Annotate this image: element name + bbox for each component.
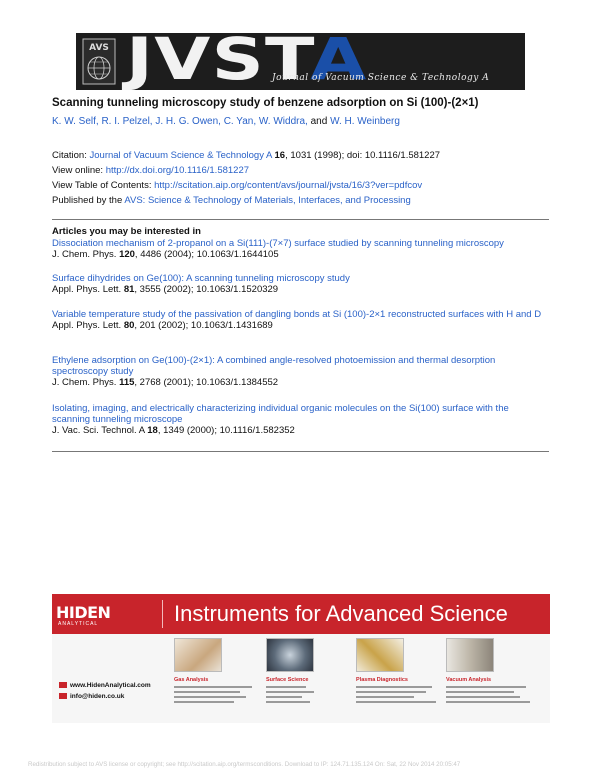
ad-text-line [174,696,246,698]
ad-divider [162,600,163,628]
related-article-citation [52,425,549,436]
related-article-journal: J. Chem. Phys. [52,377,120,388]
related-article [52,403,549,436]
avs-globe-icon [82,38,116,85]
related-article-title-link[interactable]: Dissociation mechanism of 2-propanol on a Si(111)-(7×7) surface studied by scanning tunneling microscopy [52,238,504,249]
ad-header [52,594,550,634]
related-article-rest: , 1349 (2000); 10.1116/1.582352 [157,425,295,436]
ad-text-line [174,686,252,688]
related-articles-heading: Articles you may be interested in [52,226,201,237]
related-article-volume: 120 [119,249,135,260]
toc-label: View Table of Contents: [52,180,155,191]
ad-text-line [356,686,432,688]
related-article-citation [52,377,549,388]
article-title: Scanning tunneling microscopy study of benzene adsorption on Si (100)-(2×1) [52,97,479,109]
author-list [52,116,400,127]
toc-link[interactable]: http://scitation.aip.org/content/avs/journal/jvsta/16/3?ver=pdfcov [154,180,423,191]
ad-email-contact[interactable] [59,693,124,700]
journal-banner [76,33,525,90]
related-article-citation [52,284,549,295]
divider-top [52,219,549,220]
ad-column-title: Vacuum Analysis [446,677,492,683]
published-line [52,195,411,206]
ad-text-line [174,701,234,703]
ad-product-image [356,638,404,672]
ad-text-line [174,691,240,693]
ad-product-image [174,638,222,672]
avs-badge-text: AVS [89,43,109,53]
related-article-volume: 115 [119,377,135,388]
ad-web-text: www.HidenAnalytical.com [70,682,151,689]
globe-icon [59,682,67,688]
ad-text-line [266,696,302,698]
related-article-volume: 81 [123,284,135,295]
doi-link[interactable]: http://dx.doi.org/10.1116/1.581227 [105,165,250,176]
ad-text-line [266,691,314,693]
related-article [52,238,549,260]
journal-logo-main: JVST [126,33,311,90]
ad-web-contact[interactable] [59,682,151,689]
related-article-journal: J. Chem. Phys. [52,249,120,260]
redistribution-footer: Redistribution subject to AVS license or copyright; see http://scitation.aip.org/termsconditions. Download to IP: 124.71.135.124 On: Sat, 22 Nov 2014 20:05:47 [28,761,461,768]
email-icon [59,693,67,699]
ad-headline: Instruments for Advanced Science [174,601,508,626]
authors-links[interactable]: K. W. Self, R. I. Pelzel, J. H. G. Owen, C. Yan, W. Widdra, [52,116,308,127]
ad-text-line [266,701,310,703]
related-article-title-link[interactable]: Surface dihydrides on Ge(100): A scanning tunneling microscopy study [52,273,350,284]
hiden-logo: HIDEN [56,603,111,622]
ad-column-gas [174,638,262,703]
related-article-journal: Appl. Phys. Lett. [52,284,124,295]
related-article-rest: , 2768 (2001); 10.1063/1.1384552 [134,377,279,388]
citation-label: Citation: [52,150,90,161]
view-online-line [52,165,249,176]
ad-column-surface [266,638,354,703]
related-article-volume: 80 [123,320,135,331]
ad-text-line [446,691,514,693]
authors-last-link[interactable]: W. H. Weinberg [330,116,400,127]
ad-text-line [266,686,306,688]
citation-rest: , 1031 (1998); doi: 10.1116/1.581227 [285,150,441,161]
related-article [52,273,549,295]
journal-logo-accent: A [310,33,368,90]
authors-and: and [310,116,328,127]
citation-line [52,150,440,161]
related-article-journal: J. Vac. Sci. Technol. A [52,425,148,436]
related-article-rest: , 3555 (2002); 10.1063/1.1520329 [134,284,279,295]
ad-text-line [356,701,436,703]
divider-bottom [52,451,549,452]
advertisement-banner[interactable] [52,594,550,723]
ad-column-plasma [356,638,444,703]
journal-link[interactable]: Journal of Vacuum Science & Technology A [89,150,272,161]
related-article-title-link[interactable]: Isolating, imaging, and electrically characterizing individual organic molecules on the Si(100) surface with the scanning tunneling microscope [52,403,509,425]
related-article [52,309,549,331]
ad-column-title: Surface Science [266,677,309,683]
related-article-rest: , 201 (2002); 10.1063/1.1431689 [134,320,273,331]
ad-column-title: Gas Analysis [174,677,209,683]
related-article-citation [52,249,549,260]
published-label: Published by the [52,195,125,206]
related-article [52,355,549,388]
view-online-label: View online: [52,165,106,176]
citation-volume: 16 [274,150,286,161]
related-article-rest: , 4486 (2004); 10.1063/1.1644105 [134,249,279,260]
related-article-journal: Appl. Phys. Lett. [52,320,124,331]
related-article-volume: 18 [147,425,158,436]
ad-email-text: info@hiden.co.uk [70,693,125,700]
ad-text-line [356,696,414,698]
ad-text-line [446,701,530,703]
publisher-link[interactable]: AVS: Science & Technology of Materials, Interfaces, and Processing [124,195,411,206]
ad-column-title: Plasma Diagnostics [356,677,408,683]
ad-text-line [446,696,520,698]
ad-text-line [356,691,426,693]
ad-text-line [446,686,526,688]
ad-product-image [266,638,314,672]
ad-product-image [446,638,494,672]
related-article-title-link[interactable]: Ethylene adsorption on Ge(100)-(2×1): A combined angle-resolved photoemission and thermal desorption spectroscopy study [52,355,496,377]
related-article-citation [52,320,549,331]
related-article-title-link[interactable]: Variable temperature study of the passivation of dangling bonds at Si (100)-2×1 reconstructed surfaces with H and D [52,309,542,320]
toc-line [52,180,422,191]
ad-column-vacuum [446,638,534,703]
journal-subtitle: Journal of Vacuum Science & Technology A [272,73,490,83]
hiden-logo-sub: ANALYTICAL [58,621,99,627]
